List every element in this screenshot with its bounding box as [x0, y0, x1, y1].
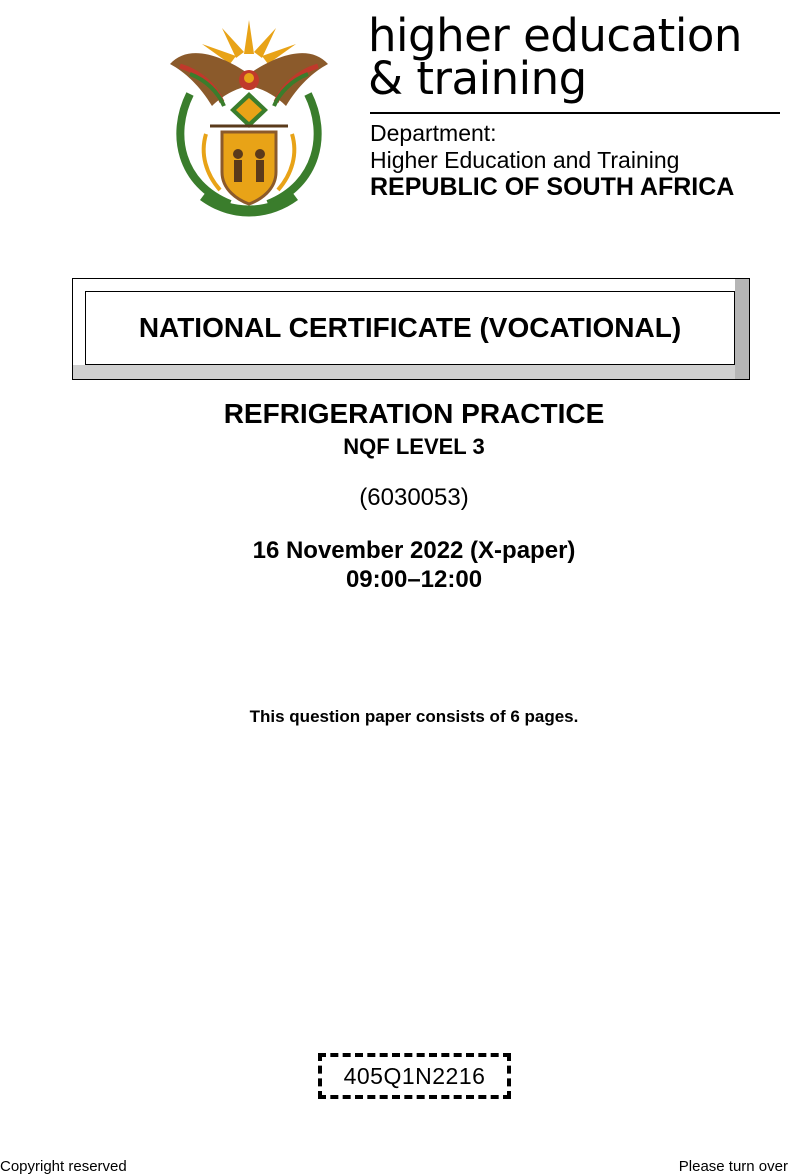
brand-divider	[370, 112, 780, 114]
country-name: REPUBLIC OF SOUTH AFRICA	[370, 173, 735, 201]
brand-line-2: & training	[368, 52, 587, 105]
subject-code: (6030053)	[359, 484, 469, 511]
exam-date: 16 November 2022 (X-paper)	[252, 537, 576, 564]
department-block	[370, 120, 734, 201]
footer-copyright: Copyright reserved	[0, 1158, 127, 1175]
banner-inner	[85, 291, 735, 365]
exam-time: 09:00–12:00	[345, 566, 483, 593]
paper-code: 405Q1N2216	[343, 1062, 486, 1089]
nqf-level: NQF LEVEL 3	[343, 434, 485, 459]
coat-of-arms-logo	[160, 14, 338, 224]
paper-code-box	[318, 1053, 511, 1099]
department-label: Department:	[370, 120, 497, 146]
banner-bevel-right	[735, 279, 749, 379]
brand-line-1: higher education	[368, 9, 742, 62]
banner-bevel-bottom	[73, 365, 749, 379]
subject-title: REFRIGERATION PRACTICE	[223, 398, 605, 429]
department-name: Higher Education and Training	[370, 147, 680, 173]
brand-title	[368, 9, 788, 105]
certificate-banner	[72, 278, 750, 380]
certificate-title: NATIONAL CERTIFICATE (VOCATIONAL)	[138, 312, 682, 343]
page-count-note: This question paper consists of 6 pages.	[249, 707, 579, 726]
footer-turn-over: Please turn over	[678, 1158, 788, 1175]
